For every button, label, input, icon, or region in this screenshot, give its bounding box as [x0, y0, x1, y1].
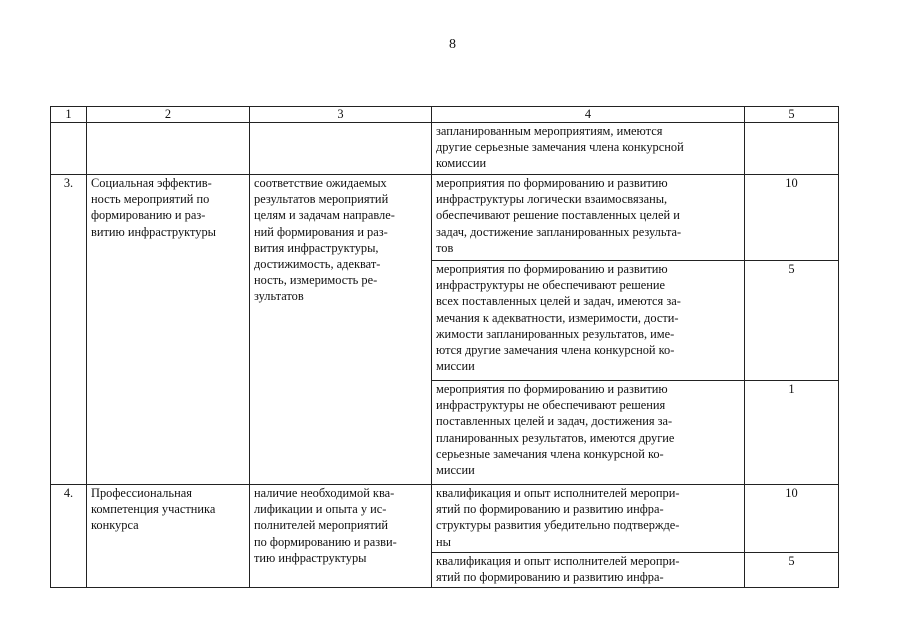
table-header-row: [51, 107, 839, 123]
row-number: 4.: [51, 485, 87, 588]
evaluation-description: запланированным мероприятиям, имеются другие серьезные замечания члена конкурсной комиссии: [436, 124, 684, 171]
header-cell: 1: [51, 107, 87, 123]
score-value: 10: [745, 175, 839, 261]
table-row: [51, 175, 839, 261]
score-value: 5: [745, 261, 839, 381]
criterion-aspect: наличие необходимой ква- лификации и опыта у ис- полнителей мероприятий по формированию и разви- тию инфраструктуры: [254, 486, 397, 565]
evaluation-description: квалификация и опыт исполнителей меропри- ятий по формированию и развитию инфра-: [436, 554, 680, 585]
score-value: 5: [745, 553, 839, 588]
criteria-table: [50, 106, 839, 588]
criterion-name: Социальная эффектив- ность мероприятий по формированию и раз- витию инфраструктуры: [91, 176, 216, 239]
evaluation-description: мероприятия по формированию и развитию инфраструктуры логически взаимосвязаны, обеспечивают решение поставленных целей и задач, достижение запланированных результа- тов: [436, 176, 682, 255]
criterion-name: Профессиональная компетенция участника конкурса: [91, 486, 216, 533]
score-value: 10: [745, 485, 839, 553]
evaluation-description: мероприятия по формированию и развитию инфраструктуры не обеспечивают решения поставленных целей и задач, достижения за- планированных результатов, имеются другие серьезные замечания члена конкурсной ко- миссии: [436, 382, 675, 478]
table-row-continuation: [51, 123, 839, 175]
criterion-aspect: соответствие ожидаемых результатов мероприятий целям и задачам направле- ний формирования и раз- вития инфраструктуры, достижимость, адекват- ность, измеримость ре- зультатов: [254, 176, 395, 304]
header-cell: 4: [432, 107, 745, 123]
evaluation-description: квалификация и опыт исполнителей меропри- ятий по формированию и развитию инфра- структуры развития убедительно подтвержде- ны: [436, 486, 680, 549]
page-number: 8: [449, 37, 456, 52]
header-cell: 5: [745, 107, 839, 123]
header-cell: 3: [250, 107, 432, 123]
header-cell: 2: [87, 107, 250, 123]
evaluation-description: мероприятия по формированию и развитию инфраструктуры не обеспечивают решение всех поставленных целей и задач, имеются за- мечания к адекватности, измеримости, дости- жимости запланированных результатов, име- ются другие замечания члена конкурсной ко- миссии: [436, 262, 681, 374]
table-row: [51, 485, 839, 553]
row-number: 3.: [51, 175, 87, 485]
score-value: 1: [745, 381, 839, 485]
